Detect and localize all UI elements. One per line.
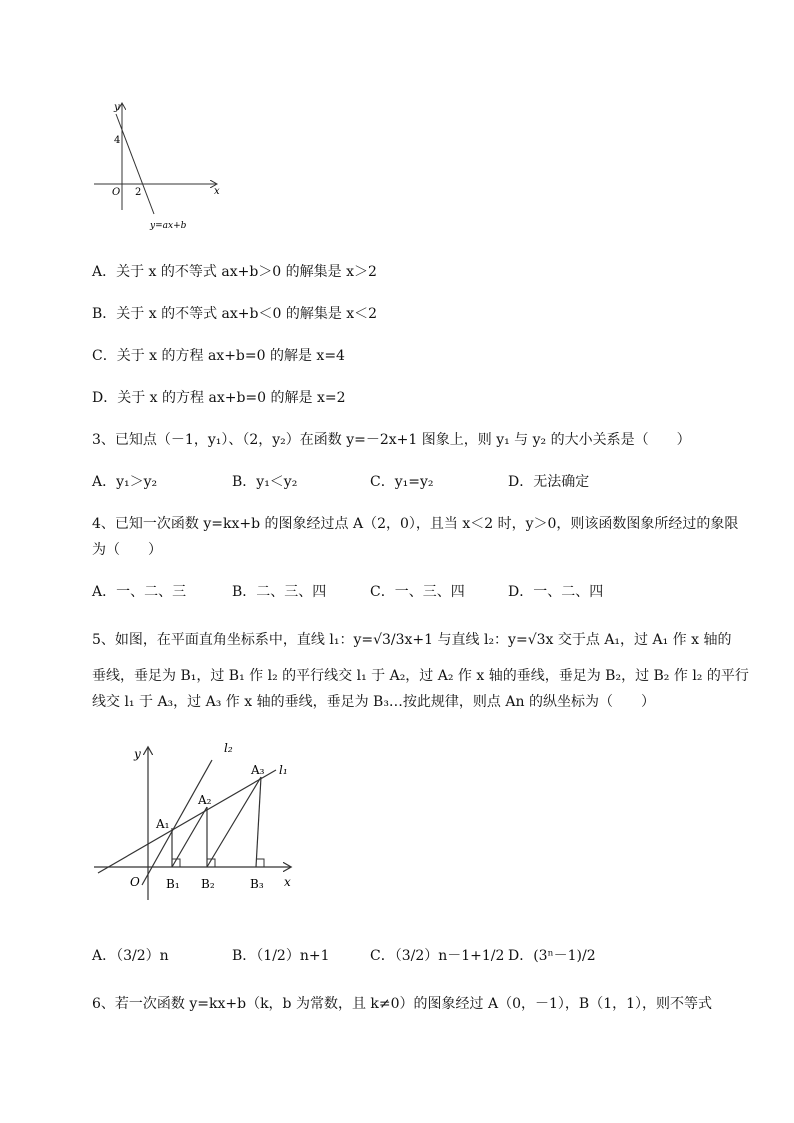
x-intercept-label: 2 [135,187,142,198]
q4-stem-line1: 4、已知一次函数 y=kx+b 的图象经过点 A（2，0），且当 x＜2 时，y＞0，则该函数图象所经过的象限 [92,516,739,532]
a2-label: A₂ [198,793,212,807]
q5-option-b: B．（1/2）n+1 [232,948,330,964]
line-l2 [142,760,212,885]
q4-option-d: D．一、二、四 [508,584,604,600]
q3-stem: 3、已知点（－1，y₁）、（2，y₂）在函数 y=－2x+1 图象上，则 y₁ 与 y₂ 的大小关系是（ ） [92,432,691,448]
x-label: x [284,875,291,889]
parallel-b1-a2 [172,807,207,867]
y-intercept-label: 4 [114,135,121,146]
a3-label: A₃ [251,763,265,777]
q2-option-a: A．关于 x 的不等式 ax+b＞0 的解集是 x＞2 [92,264,377,280]
b1-label: B₁ [166,877,180,891]
q4-stem-line2: 为（ ） [92,542,162,558]
graph-1 [86,98,236,238]
q5-option-a: A．（3/2）n [92,948,169,964]
y-label: y [134,747,141,761]
q3-option-a: A．y₁＞y₂ [92,474,158,490]
q3-option-c: C．y₁=y₂ [370,474,434,490]
right-angle-b3 [256,859,264,867]
q4-option-c: C．一、三、四 [370,584,465,600]
x-label: x [214,186,220,197]
q4-option-b: B．二、三、四 [232,584,327,600]
q3-option-b: B．y₁＜y₂ [232,474,298,490]
b2-label: B₂ [201,877,215,891]
q2-option-d: D．关于 x 的方程 ax+b=0 的解是 x=2 [92,390,346,406]
q5-stem-line1: 5、如图，在平面直角坐标系中，直线 l₁：y=√3/3x+1 与直线 l₂：y=√3x 交于点 A₁，过 A₁ 作 x 轴的 [92,632,732,648]
l1-label: l₁ [279,763,288,777]
q2-option-b: B．关于 x 的不等式 ax+b＜0 的解集是 x＜2 [92,306,378,322]
q3-option-d: D．无法确定 [508,474,590,490]
q5-stem-line3: 线交 l₁ 于 A₃，过 A₃ 作 x 轴的垂线，垂足为 B₃…按此规律，则点 An 的纵坐标为（ ） [92,694,655,710]
y-label: y [114,102,120,113]
q2-option-c: C．关于 x 的方程 ax+b=0 的解是 x=4 [92,348,345,364]
b3-label: B₃ [250,877,264,891]
a1-label: A₁ [156,817,170,831]
line-label: y=ax+b [150,221,187,231]
q5-stem-line2: 垂线，垂足为 B₁，过 B₁ 作 l₂ 的平行线交 l₁ 于 A₂，过 A₂ 作 x 轴的垂线，垂足为 B₂，过 B₂ 作 l₂ 的平行 [92,668,749,684]
origin-label: O [112,187,121,198]
q5-option-d: D．(3ⁿ－1)/2 [508,948,596,964]
parallel-b2-a3 [207,777,261,867]
perpendicular-a3-b3 [256,777,261,867]
q6-stem: 6、若一次函数 y=kx+b（k，b 为常数，且 k≠0）的图象经过 A（0，－1），B（1，1），则不等式 [92,996,713,1012]
origin-label: O [130,875,140,889]
graph-2 [90,732,300,904]
line-l1 [98,770,276,873]
q4-option-a: A．一、二、三 [92,584,187,600]
q5-option-c: C．（3/2）n－1+1/2 [370,948,505,964]
l2-label: l₂ [224,741,233,755]
